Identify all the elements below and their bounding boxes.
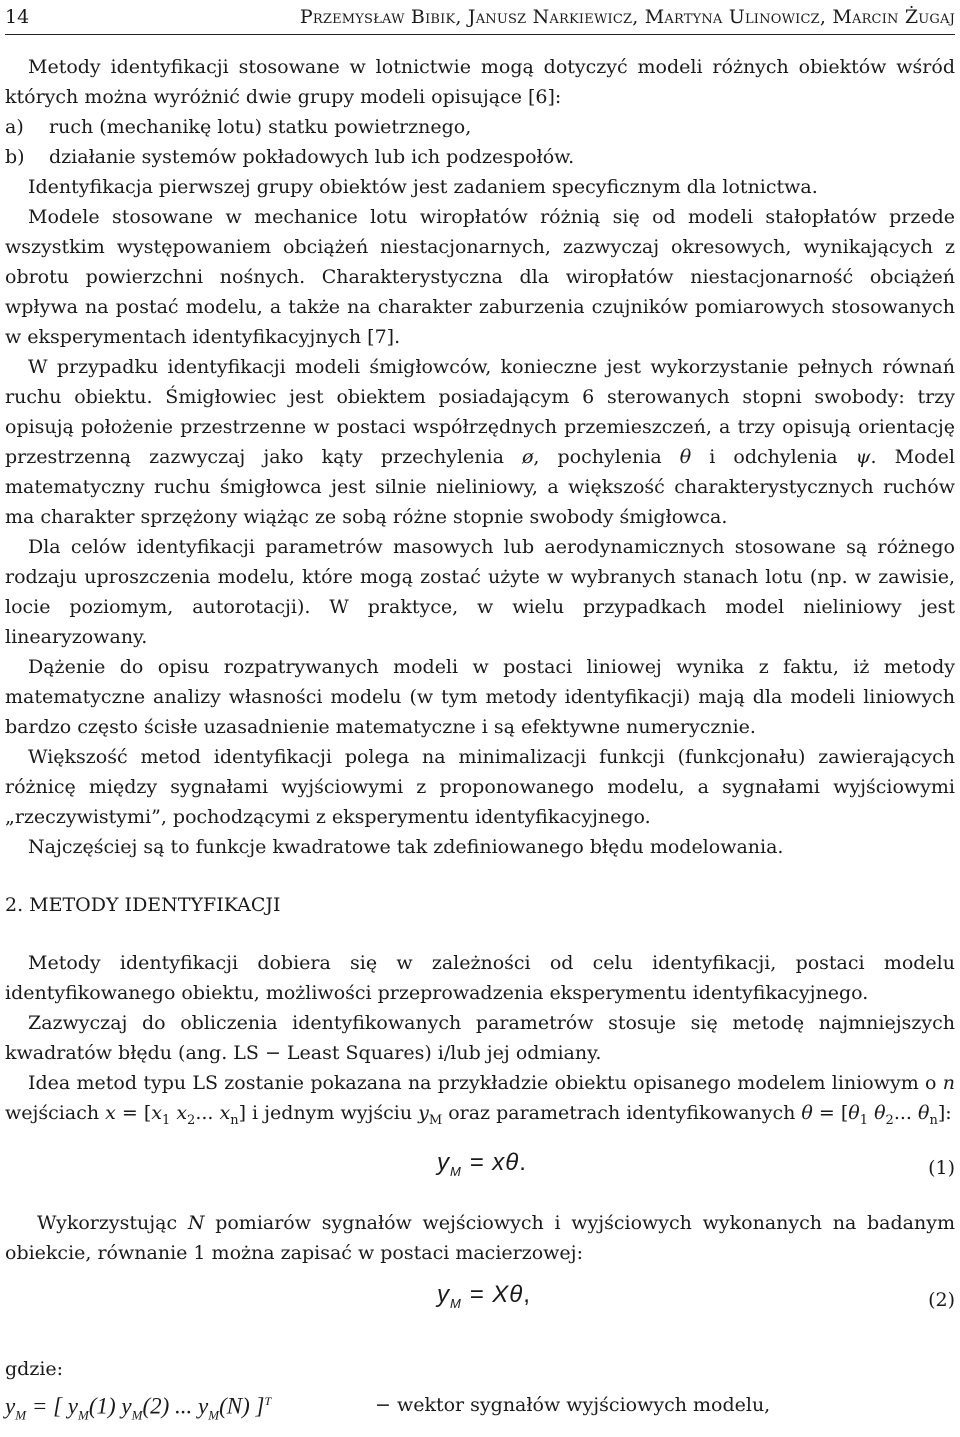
where-label: gdzie:	[5, 1357, 64, 1380]
paragraph: Wykorzystując N pomiarów sygnałów wejściowych i wyjściowych wykonanych na badanym obiekcie, równanie 1 można zapisać w postaci macierzowej:	[5, 1211, 955, 1264]
paragraph: Idea metod typu LS zostanie pokazana na przykładzie obiektu opisanego modelem liniowym o n wejściach $x = [x_1$ $x_2$... $x_n$] i jednym wyjściu $y_M$ oraz parametrach identyfikowanych $\theta = [\theta_1$ $\theta_2$... $\theta_n$]:	[5, 1072, 955, 1128]
paragraph: Modele stosowane w mechanice lotu wiropłatów różnią się od modeli stałopłatów przede wszystkim występowaniem obciążeń niestacjonarnych, zazwyczaj okresowych, wynikających z obrotu powierzchni nośnych. Charakterystyczna dla wiropłatów niestacjonarność obciążeń wpływa na postać modelu, a także na charakter zaburzenia czujników pomiarowych stosowanych w eksperymentach identyfikacyjnych [7].	[5, 206, 955, 348]
paragraph: Najczęściej są to funkcje kwadratowe tak zdefiniowanego błędu modelowania.	[28, 836, 784, 858]
vector-definition	[5, 1384, 955, 1428]
paragraph: Zazwyczaj do obliczenia identyfikowanych parametrów stosuje się metodę najmniejszych kwadratów błędu (ang. LS − Least Squares) i/lub jej odmiany.	[5, 1012, 955, 1064]
paragraph: Metody identyfikacji dobiera się w zależności od celu identyfikacji, postaci modelu identyfikowanego obiektu, możliwości przeprowadzenia eksperymentu identyfikacyjnego.	[5, 952, 955, 1004]
equation-number: (1)	[928, 1156, 955, 1179]
running-authors: Przemysław Bibik, Janusz Narkiewicz, Martyna Ulinowicz, Marcin Żugaj	[299, 6, 955, 28]
paragraph: W przypadku identyfikacji modeli śmigłowców, konieczne jest wykorzystanie pełnych równań ruchu obiektu. Śmigłowiec jest obiektem posiadającym 6 sterowanych stopni swobody: trzy opisują położenie przestrzenne w postaci współrzędnych przemieszczeń, a trzy opisują orientację przestrzenną zazwyczaj jako kąty przechylenia ø, pochylenia θ i odchylenia ψ. Model matematyczny ruchu śmigłowca jest silnie nieliniowy, a większość charakterystycznych ruchów ma charakter sprzężony wiążąc ze sobą różne stopnie swobody śmigłowca.	[5, 356, 956, 528]
paragraph: Identyfikacja pierwszej grupy obiektów jest zadaniem specyficznym dla lotnictwa.	[28, 176, 818, 198]
paragraph: Większość metod identyfikacji polega na minimalizacji funkcji (funkcjonału) zawierających różnicę między sygnałami wyjściowymi z proponowanego modelu, a sygnałami wyjściowymi „rzeczywistymi”, pochodzącymi z eksperymentu identyfikacyjnego.	[5, 746, 955, 828]
paragraph: Dla celów identyfikacji parametrów masowych lub aerodynamicznych stosowane są różnego rodzaju uproszczenia modelu, które mogą zostać użyte w wybranych stanach lotu (np. w zawisie, locie poziomym, autorotacji). W praktyce, w wielu przypadkach model nieliniowy jest linearyzowany.	[5, 536, 955, 648]
list	[5, 112, 955, 172]
list-item: b) działanie systemów pokładowych lub ich podzespołów.	[5, 146, 575, 168]
section-heading: 2. METODY IDENTYFIKACJI	[5, 894, 281, 916]
vector-description: − wektor sygnałów wyjściowych modelu,	[375, 1393, 771, 1416]
equation-formula: $y_M = x\theta$.	[437, 1149, 527, 1180]
paragraph: Dążenie do opisu rozpatrywanych modeli w postaci liniowej wynika z faktu, iż metody matematyczne analizy własności modelu (w tym metody identyfikacji) mają dla modeli liniowych bardzo często ścisłe uzasadnienie matematyczne i są efektywne numerycznie.	[5, 656, 955, 738]
body-text	[5, 52, 955, 1428]
page-number: 14	[5, 6, 30, 28]
vector-formula: $y_M$ = [ $y_M(1)$ $y_M(2)$ ... $y_M(N)$ ]$^T$	[5, 1393, 272, 1423]
paragraph: Metody identyfikacji stosowane w lotnictwie mogą dotyczyć modeli różnych obiektów wśród których można wyróżnić dwie grupy modeli opisujące [6]:	[5, 56, 955, 108]
equation-2	[5, 1268, 955, 1332]
page-header	[5, 4, 955, 35]
equation-number: (2)	[928, 1288, 955, 1311]
equation-1	[5, 1136, 955, 1200]
list-item: a) ruch (mechanikę lotu) statku powietrznego,	[5, 116, 472, 138]
equation-formula: $y_M = X\theta$,	[437, 1281, 531, 1312]
